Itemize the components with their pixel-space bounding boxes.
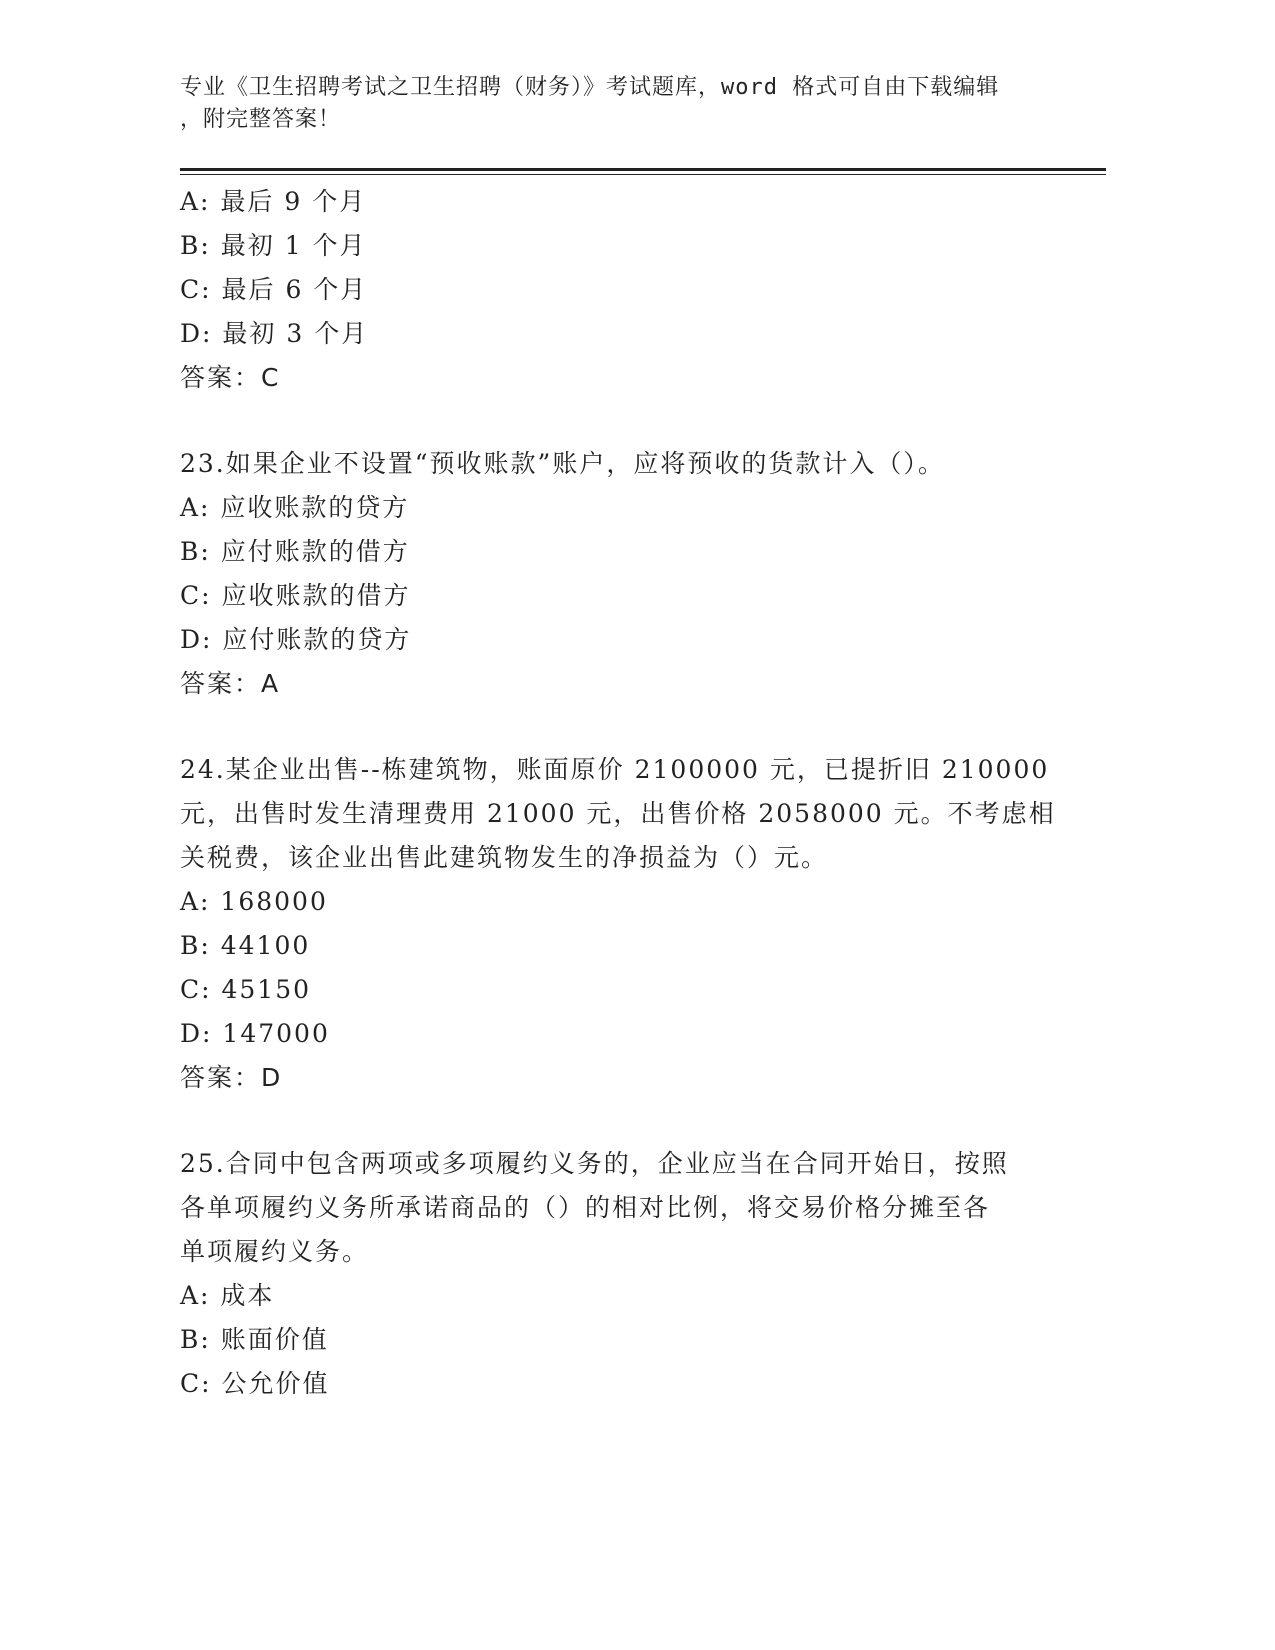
question-stem-line-3: 单项履约义务。 bbox=[180, 1237, 370, 1266]
option-b: B: 应付账款的借方 bbox=[180, 537, 410, 566]
question-23 bbox=[180, 442, 1080, 706]
question-25 bbox=[180, 1142, 1080, 1406]
option-d: D: 147000 bbox=[180, 1019, 330, 1048]
question-stem-line-1: 25.合同中包含两项或多项履约义务的，企业应当在合同开始日，按照 bbox=[180, 1149, 1009, 1178]
option-d: D: 最初 3 个月 bbox=[180, 319, 369, 348]
document-header bbox=[180, 72, 1080, 136]
option-b: B: 账面价值 bbox=[180, 1325, 329, 1354]
option-c: C: 45150 bbox=[180, 975, 312, 1004]
question-stem-line-2: 各单项履约义务所承诺商品的（）的相对比例，将交易价格分摊至各 bbox=[180, 1193, 991, 1222]
question-stem-line-1: 24.某企业出售--栋建筑物，账面原价 2100000 元，已提折旧 210000 bbox=[180, 755, 1050, 784]
option-a: A: 成本 bbox=[180, 1281, 275, 1310]
header-line-2: ，附完整答案！ bbox=[180, 107, 342, 132]
option-c: C: 最后 6 个月 bbox=[180, 275, 368, 304]
header-divider-thin bbox=[180, 174, 1106, 175]
option-b: B: 最初 1 个月 bbox=[180, 231, 367, 260]
option-a: A: 最后 9 个月 bbox=[180, 187, 367, 216]
option-d: D: 应付账款的贷方 bbox=[180, 625, 412, 654]
question-stem-line-3: 关税费，该企业出售此建筑物发生的净损益为（）元。 bbox=[180, 843, 829, 872]
header-divider-thick bbox=[180, 168, 1106, 171]
question-list bbox=[180, 180, 1080, 1406]
header-line-1: 专业《卫生招聘考试之卫生招聘（财务）》考试题库，word 格式可自由下载编辑 bbox=[180, 75, 1000, 100]
option-c: C: 公允价值 bbox=[180, 1369, 330, 1398]
question-stem-line-2: 元，出售时发生清理费用 21000 元，出售价格 2058000 元。不考虑相 bbox=[180, 799, 1056, 828]
question-24 bbox=[180, 748, 1080, 1100]
option-a: A: 应收账款的贷方 bbox=[180, 493, 410, 522]
option-a: A: 168000 bbox=[180, 887, 328, 916]
question-22 bbox=[180, 180, 1080, 400]
answer-line: 答案：C bbox=[180, 363, 281, 392]
answer-line: 答案：A bbox=[180, 669, 281, 698]
option-c: C: 应收账款的借方 bbox=[180, 581, 411, 610]
question-stem: 23.如果企业不设置“预收账款”账户，应将预收的货款计入（）。 bbox=[180, 449, 945, 478]
option-b: B: 44100 bbox=[180, 931, 311, 960]
answer-line: 答案：D bbox=[180, 1063, 283, 1092]
